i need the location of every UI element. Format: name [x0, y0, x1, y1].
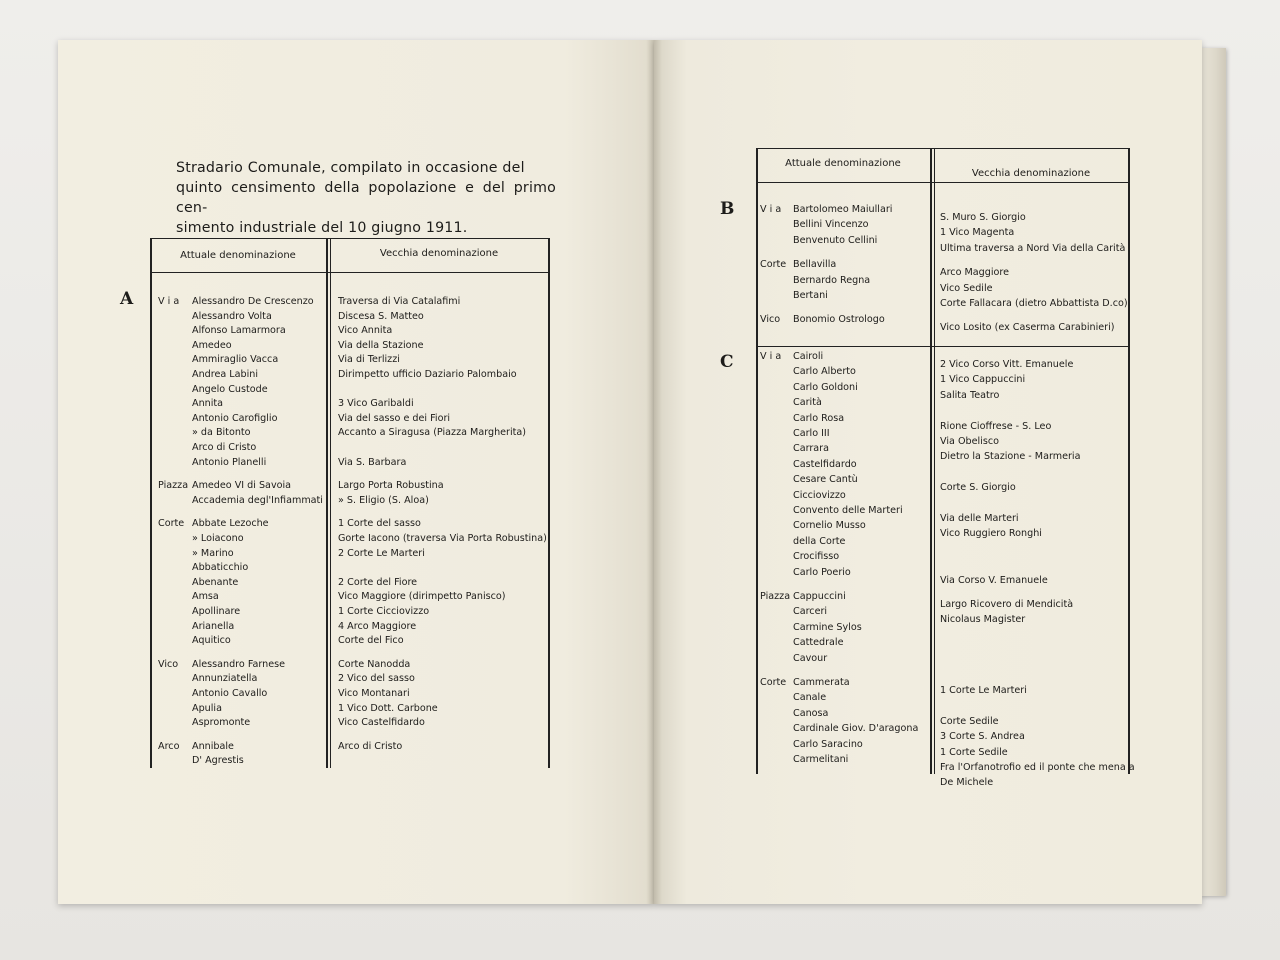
section-letter: A — [120, 289, 134, 309]
street-type-label: Piazza — [760, 591, 791, 602]
old-name-cell: 1 Corte Le Marteri — [940, 685, 1027, 696]
old-name-cell: Corte Fallacara (dietro Abbattista D.co) — [940, 298, 1128, 309]
current-name-cell: Bernardo Regna — [793, 274, 871, 286]
street-type-label: Corte — [760, 677, 787, 688]
book-spine — [646, 40, 662, 904]
section-letter: B — [720, 199, 735, 219]
current-name-cell: Cappuccini — [793, 591, 846, 602]
street-type-label: Corte — [760, 259, 787, 271]
current-name-cell: Crocifisso — [793, 551, 840, 563]
current-name-cell: Alessandro Volta — [192, 310, 272, 322]
current-name-cell: Carmine Sylos — [793, 621, 862, 633]
table-header-rule — [756, 182, 1130, 183]
current-name-cell: Carlo Poerio — [793, 566, 851, 578]
table-right-rule — [1128, 148, 1130, 774]
old-name-cell: Via Corso V. Emanuele — [940, 574, 1048, 586]
current-name-cell: Antonio Planelli — [192, 456, 267, 468]
current-name-cell: Alessandro De Crescenzo — [192, 296, 314, 307]
street-type-label: Vico — [158, 658, 179, 670]
current-name-cell: Abbaticchio — [192, 562, 249, 574]
current-name-cell: Abbate Lezoche — [192, 518, 269, 530]
column-header-old: Vecchia denominazione — [971, 168, 1091, 179]
current-name-cell: » Marino — [192, 547, 234, 559]
current-name-cell: Bonomio Ostrologo — [793, 314, 885, 326]
column-header-current: Attuale denominazione — [785, 158, 901, 169]
street-type-label: V i a — [760, 351, 782, 362]
old-name-cell: S. Muro S. Giorgio — [940, 212, 1026, 223]
current-name-cell: Cammerata — [793, 677, 850, 688]
current-name-cell: Carlo Saracino — [793, 738, 863, 750]
current-name-cell: Annunziatella — [192, 673, 258, 685]
old-name-cell: 1 Corte Sedile — [940, 746, 1008, 758]
table-column-rule — [326, 238, 328, 768]
current-name-cell: Canale — [793, 692, 827, 704]
current-name-cell: Alfonso Lamarmora — [192, 325, 286, 337]
table-column-rule — [934, 148, 935, 774]
current-name-cell: Arco di Cristo — [192, 442, 257, 453]
current-name-cell: Carlo Alberto — [793, 366, 856, 378]
old-name-cell: Accanto a Siragusa (Piazza Margherita) — [338, 427, 527, 439]
old-name-cell: 2 Vico del sasso — [338, 673, 415, 685]
table-header-rule — [150, 272, 549, 273]
current-name-cell: Aquitico — [192, 635, 231, 647]
old-name-cell: » S. Eligio (S. Aloa) — [338, 494, 429, 506]
old-name-cell: Corte S. Giorgio — [940, 482, 1016, 494]
current-name-cell: » da Bitonto — [192, 427, 251, 439]
current-name-cell: Carmelitani — [793, 754, 849, 765]
current-name-cell: Amedeo — [192, 339, 232, 351]
current-name-cell: » Loiacono — [192, 533, 244, 544]
old-name-cell: Vico Montanari — [338, 688, 410, 699]
street-type-label: Piazza — [158, 480, 189, 492]
current-name-cell: Antonio Carofiglio — [192, 412, 278, 424]
street-type-label: V i a — [158, 296, 180, 307]
old-name-cell: 3 Vico Garibaldi — [338, 398, 414, 410]
current-name-cell: Carlo Goldoni — [793, 381, 858, 393]
old-name-cell: Via di Terlizzi — [338, 354, 400, 366]
old-name-cell: Ultima traversa a Nord Via della Carità — [940, 242, 1126, 254]
current-name-cell: Bellavilla — [793, 259, 837, 271]
current-name-cell: Cavour — [793, 652, 828, 664]
old-name-cell: Rione Cioffrese - S. Leo — [940, 420, 1052, 432]
current-name-cell: Cattedrale — [793, 637, 844, 649]
old-name-cell: Via delle Marteri — [940, 513, 1019, 524]
current-name-cell: Amsa — [192, 591, 219, 603]
heading-line: quinto censimento della popolazione e del primo cen- — [176, 180, 556, 216]
current-name-cell: Cardinale Giov. D'aragona — [793, 723, 919, 735]
heading-line: simento industriale del 10 giugno 1911. — [176, 220, 468, 236]
current-name-cell: Carlo Rosa — [793, 412, 845, 424]
old-name-cell: Gorte Iacono (traversa Via Porta Robustina) — [338, 533, 547, 544]
current-name-cell: Canosa — [793, 707, 829, 719]
page-stack-edge — [1200, 48, 1226, 896]
street-type-label: Arco — [158, 740, 180, 752]
old-name-cell: Arco di Cristo — [338, 740, 403, 752]
old-name-cell: Dirimpetto ufficio Daziario Palombaio — [338, 369, 517, 380]
table-top-rule — [756, 148, 1130, 149]
current-name-cell: Angelo Custode — [192, 383, 268, 395]
current-name-cell: della Corte — [793, 535, 846, 547]
table-column-rule — [930, 148, 932, 774]
old-name-cell: 1 Vico Cappuccini — [940, 374, 1026, 386]
old-name-cell: 2 Corte Le Marteri — [338, 547, 425, 559]
current-name-cell: Annita — [192, 398, 224, 410]
column-header-current: Attuale denominazione — [180, 250, 296, 261]
current-name-cell: Bellini Vincenzo — [793, 219, 869, 231]
old-name-cell: 1 Corte Cicciovizzo — [338, 606, 430, 617]
current-name-cell: Cicciovizzo — [793, 489, 846, 501]
current-name-cell: Carrara — [793, 443, 829, 455]
old-name-cell: De Michele — [940, 777, 994, 789]
old-name-cell: Via del sasso e dei Fiori — [338, 412, 451, 424]
current-name-cell: Abenante — [192, 576, 239, 588]
old-name-cell: Vico Sedile — [940, 282, 993, 294]
old-name-cell: 3 Corte S. Andrea — [940, 731, 1025, 743]
current-name-cell: Ammiraglio Vacca — [192, 354, 279, 366]
current-name-cell: Castelfidardo — [793, 458, 857, 470]
section-letter: C — [720, 352, 734, 372]
column-header-old: Vecchia denominazione — [379, 248, 499, 259]
heading-line: Stradario Comunale, compilato in occasione del — [176, 160, 525, 176]
current-name-cell: Cornelio Musso — [793, 520, 866, 532]
old-name-cell: Corte del Fico — [338, 635, 404, 647]
street-type-label: Corte — [158, 518, 185, 530]
old-name-cell: Fra l'Orfanotrofio ed il ponte che mena a — [940, 762, 1135, 773]
current-name-cell: Antonio Cavallo — [192, 688, 268, 699]
old-name-cell: Corte Nanodda — [338, 658, 411, 670]
old-name-cell: Vico Losito (ex Caserma Carabinieri) — [940, 322, 1115, 334]
old-name-cell: Vico Annita — [338, 325, 393, 337]
table-right-rule — [548, 238, 550, 768]
street-type-label: V i a — [760, 204, 782, 215]
old-name-cell: 2 Vico Corso Vitt. Emanuele — [940, 359, 1074, 370]
page-heading — [176, 158, 556, 238]
table-column-rule — [330, 238, 331, 768]
old-name-cell: Largo Porta Robustina — [338, 480, 444, 492]
current-name-cell: Accademia degl'Infiammati — [192, 494, 323, 506]
old-name-cell: 1 Corte del sasso — [338, 518, 421, 530]
current-name-cell: Bartolomeo Maiullari — [793, 204, 893, 215]
old-name-cell: 1 Vico Magenta — [940, 227, 1015, 239]
old-name-cell: Discesa S. Matteo — [338, 310, 424, 322]
current-name-cell: Carceri — [793, 606, 828, 618]
current-name-cell: Benvenuto Cellini — [793, 234, 878, 246]
old-name-cell: Vico Ruggiero Ronghi — [940, 528, 1042, 540]
current-name-cell: Cairoli — [793, 351, 824, 362]
table-left-rule — [756, 148, 758, 774]
current-name-cell: Arianella — [192, 620, 235, 632]
current-name-cell: Cesare Cantù — [793, 474, 858, 486]
current-name-cell: Convento delle Marteri — [793, 505, 903, 516]
table-section-rule — [756, 346, 1130, 347]
old-name-cell: Traversa di Via Catalafimi — [338, 296, 461, 307]
old-name-cell: Via della Stazione — [338, 339, 424, 351]
current-name-cell: D' Agrestis — [192, 755, 244, 767]
street-type-label: Vico — [760, 314, 781, 326]
table-top-rule — [150, 238, 549, 239]
current-name-cell: Amedeo VI di Savoia — [192, 480, 292, 492]
old-name-cell: Vico Maggiore (dirimpetto Panisco) — [338, 591, 506, 603]
old-name-cell: 1 Vico Dott. Carbone — [338, 702, 438, 714]
table-left-rule — [150, 238, 152, 768]
current-name-cell: Annibale — [192, 740, 234, 752]
current-name-cell: Carlo III — [793, 428, 830, 439]
current-name-cell: Aspromonte — [192, 717, 251, 729]
current-name-cell: Carità — [793, 397, 822, 409]
old-name-cell: Via Obelisco — [940, 436, 999, 447]
old-name-cell: Vico Castelfidardo — [338, 717, 425, 729]
current-name-cell: Andrea Labini — [192, 369, 259, 380]
current-name-cell: Apulia — [192, 702, 222, 714]
current-name-cell: Alessandro Farnese — [192, 658, 286, 670]
old-name-cell: 2 Corte del Fiore — [338, 576, 418, 588]
old-name-cell: Nicolaus Magister — [940, 614, 1026, 626]
current-name-cell: Apollinare — [192, 606, 241, 617]
current-name-cell: Bertani — [793, 290, 828, 301]
old-name-cell: Arco Maggiore — [940, 267, 1009, 279]
old-name-cell: Largo Ricovero di Mendicità — [940, 599, 1074, 610]
old-name-cell: Salita Teatro — [940, 389, 1000, 401]
old-name-cell: Dietro la Stazione - Marmeria — [940, 451, 1081, 463]
old-name-cell: Via S. Barbara — [338, 456, 407, 468]
old-name-cell: Corte Sedile — [940, 715, 999, 727]
old-name-cell: 4 Arco Maggiore — [338, 620, 417, 632]
